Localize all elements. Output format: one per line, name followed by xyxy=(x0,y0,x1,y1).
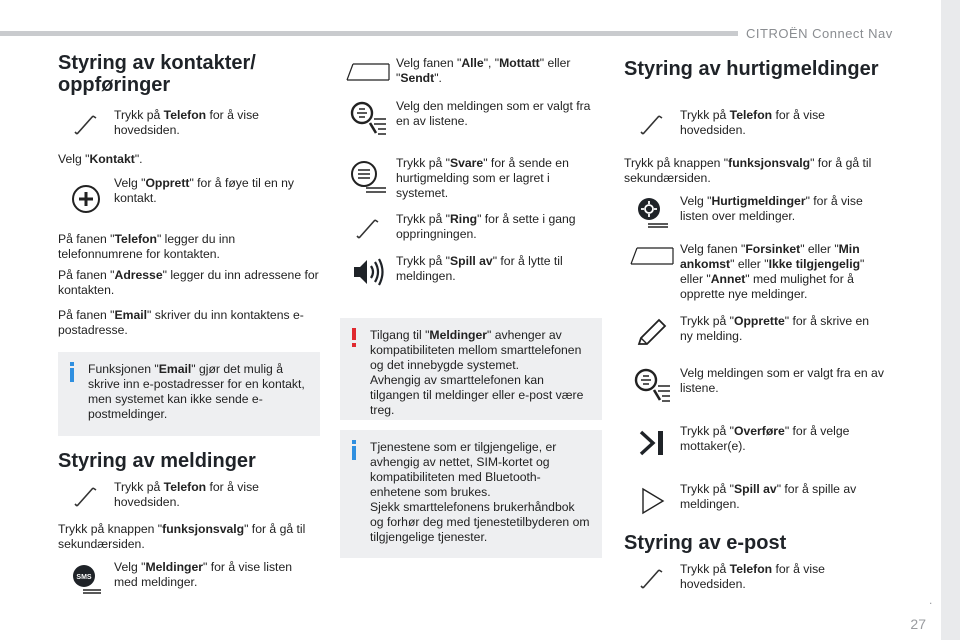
phone-icon xyxy=(639,112,665,138)
quick-step-create-text: Trykk på "Opprette" for å skrive en ny melding. xyxy=(680,314,870,343)
info-icon xyxy=(352,440,356,444)
email-heading: Styring av e-post xyxy=(624,532,787,554)
contacts-column xyxy=(58,52,320,96)
phone-icon xyxy=(639,566,665,592)
contacts-phone-tab-text: På fanen "Telefon" legger du inn telefonnumrene for kontakten. xyxy=(58,232,236,261)
quick-step-play xyxy=(624,482,884,516)
msg-step-select xyxy=(340,99,600,139)
contacts-heading xyxy=(58,52,320,96)
contacts-info-box xyxy=(58,352,320,436)
messages-step-phone-text: Trykk på Telefon for å vise hovedsiden. xyxy=(114,480,259,509)
email-step-phone-text: Trykk på Telefon for å vise hovedsiden. xyxy=(680,562,825,591)
tab-bar-icon xyxy=(629,246,675,266)
plus-circle-icon xyxy=(71,184,101,214)
quick-step-phone-text: Trykk på Telefon for å vise hovedsiden. xyxy=(680,108,825,137)
msg-step-play-text: Trykk på "Spill av" for å lytte til meldingen. xyxy=(396,254,563,283)
phone-icon xyxy=(355,216,381,242)
contacts-address-tab-text: På fanen "Adresse" legger du inn adressene for kontakten. xyxy=(58,268,319,297)
email-step-phone xyxy=(624,562,884,592)
page-dot: . xyxy=(929,593,933,607)
services-info-box xyxy=(340,430,602,558)
msg-step-tabs-text: Velg fanen "Alle", "Mottatt" eller "Sendt". xyxy=(396,56,571,85)
warning-icon xyxy=(352,328,356,340)
reply-icon xyxy=(348,160,388,194)
play-icon xyxy=(637,486,667,516)
header-bar xyxy=(0,31,738,36)
warning-box xyxy=(340,318,602,420)
msg-step-reply-text: Trykk på "Svare" for å sende en hurtigmelding som er lagret i systemet. xyxy=(396,156,569,200)
contacts-step-create-text: Velg "Opprett" for å føye til en ny kontakt. xyxy=(114,176,295,205)
quick-message-icon xyxy=(634,196,670,230)
msg-step-play xyxy=(340,254,600,288)
quick-step-forward xyxy=(624,424,884,458)
messages-heading: Styring av meldinger xyxy=(58,450,256,472)
quick-step-list-text: Velg "Hurtigmeldinger" for å vise listen over meldinger. xyxy=(680,194,863,223)
sms-icon xyxy=(69,562,103,596)
msg-step-tabs xyxy=(340,56,600,86)
msg-step-select-text: Velg den meldingen som er valgt fra en av listene. xyxy=(396,99,591,128)
contacts-step-phone-text: Trykk på Telefon for å vise hovedsiden. xyxy=(114,108,259,137)
msg-step-call xyxy=(340,212,600,242)
header-title: CITROËN Connect Nav xyxy=(746,26,893,41)
warning-text: Tilgang til "Meldinger" avhenger av kompatibiliteten mellom smarttelefonen og det innebygde systemet. Avhengig av smarttelefonen kan tilgangen til meldinger eller e-post være treg. xyxy=(370,328,584,417)
contacts-step-phone xyxy=(58,108,318,138)
heading-line-2: oppføringer xyxy=(58,74,171,96)
quick-step-list xyxy=(624,194,884,230)
select-list-icon xyxy=(632,366,672,406)
phone-icon xyxy=(73,112,99,138)
msg-step-reply xyxy=(340,156,600,201)
messages-step-list-text: Velg "Meldinger" for å vise listen med meldinger. xyxy=(114,560,292,589)
quick-step-forward-text: Trykk på "Overføre" for å velge mottaker(e). xyxy=(680,424,850,453)
quick-messages-heading: Styring av hurtigmeldinger xyxy=(624,58,879,80)
messages-step-phone xyxy=(58,480,318,510)
speaker-icon xyxy=(350,256,386,288)
forward-icon xyxy=(637,428,667,458)
messages-function-text: Trykk på knappen "funksjonsvalg" for å gå til sekundærsiden. xyxy=(58,522,306,551)
quick-step-select xyxy=(624,366,884,406)
select-list-icon xyxy=(348,99,388,139)
messages-step-list xyxy=(58,560,318,596)
quick-step-play-text: Trykk på "Spill av" for å spille av meldingen. xyxy=(680,482,857,511)
side-strip xyxy=(941,0,960,640)
quick-step-phone xyxy=(624,108,884,138)
contacts-email-tab-text: På fanen "Email" skriver du inn kontaktens e-postadresse. xyxy=(58,308,304,337)
tab-bar-icon xyxy=(345,62,391,82)
pen-icon xyxy=(635,316,669,348)
services-info-text: Tjenestene som er tilgjengelige, er avhengig av nettet, SIM-kortet og kompatibiliteten med Bluetooth-enhetene som brukes. Sjekk smarttelefonens brukerhåndbok og forhør deg med tjenestetilbyderen om tilgjengelige tjenester. xyxy=(370,440,590,544)
quick-step-create xyxy=(624,314,884,348)
quick-step-tabs-text: Velg fanen "Forsinket" eller "Min ankomst" eller "Ikke tilgjengelig" eller "Annet" med mulighet for å opprette nye meldinger. xyxy=(680,242,865,301)
heading-line-1: Styring av kontakter/ xyxy=(58,52,256,74)
svg-text:SMS: SMS xyxy=(76,574,92,581)
info-icon xyxy=(70,362,74,366)
page-number: 27 xyxy=(910,616,926,632)
contacts-step-create xyxy=(58,176,318,214)
phone-icon xyxy=(73,484,99,510)
msg-step-call-text: Trykk på "Ring" for å sette i gang oppringningen. xyxy=(396,212,576,241)
quick-step-select-text: Velg meldingen som er valgt fra en av listene. xyxy=(680,366,884,395)
quick-function-text: Trykk på knappen "funksjonsvalg" for å gå til sekundærsiden. xyxy=(624,156,872,185)
contacts-select-contact: Velg "Kontakt". xyxy=(58,152,143,166)
contacts-info-text: Funksjonen "Email" gjør det mulig å skrive inn e-postadresser for en kontakt, men systemet kan ikke sende e-postmeldinger. xyxy=(88,362,305,421)
quick-step-tabs xyxy=(624,242,884,302)
